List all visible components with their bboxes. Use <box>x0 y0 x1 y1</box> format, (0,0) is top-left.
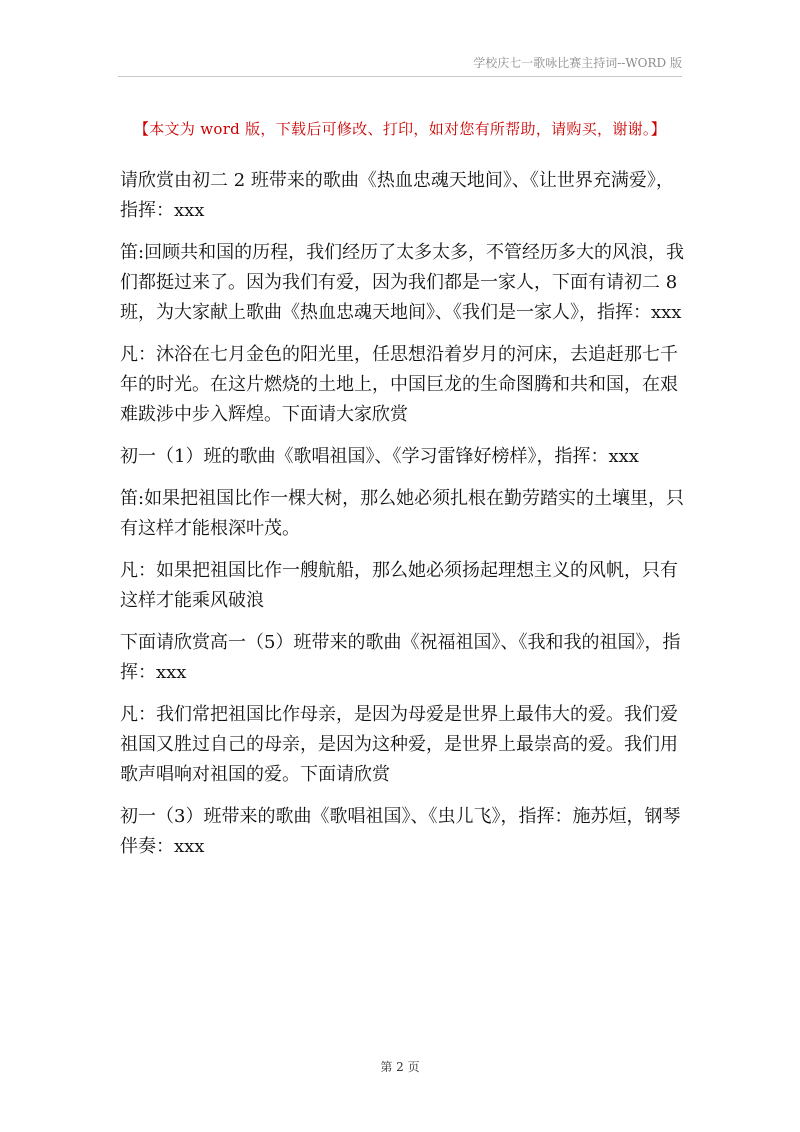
paragraph: 初一（3）班带来的歌曲《歌唱祖国》、《虫儿飞》，指挥：施苏烜，钢琴伴奏：xxx <box>120 806 681 857</box>
red-notice: 【本文为 word 版，下载后可修改、打印，如对您有所帮助，请购买，谢谢。】 <box>133 120 667 138</box>
paragraph: 笛:如果把祖国比作一棵大树，那么她必须扎根在勤劳踏实的土壤里，只有这样才能根深叶茂。 <box>120 488 685 539</box>
paragraph: 请欣赏由初二 2 班带来的歌曲《热血忠魂天地间》、《让世界充满爱》，指挥：xxx <box>120 170 674 221</box>
paragraph: 初一（1）班的歌曲《歌唱祖国》、《学习雷锋好榜样》，指挥：xxx <box>120 446 639 467</box>
paragraph: 下面请欣赏高一（5）班带来的歌曲《祝福祖国》、《我和我的祖国》，指挥：xxx <box>120 632 681 683</box>
paragraph: 凡：我们常把祖国比作母亲，是因为母爱是世界上最伟大的爱。我们爱祖国又胜过自己的母亲，是因为这种爱，是世界上最崇高的爱。我们用歌声唱响对祖国的爱。下面请欣赏 <box>120 704 678 785</box>
page-number: 第 2 页 <box>380 1060 420 1074</box>
document-body <box>120 166 686 874</box>
paragraph: 凡：如果把祖国比作一艘航船，那么她必须扬起理想主义的风帆，只有这样才能乘风破浪 <box>120 560 678 611</box>
paragraph: 凡：沐浴在七月金色的阳光里，任思想沿着岁月的河床，去追赶那七千年的时光。在这片燃烧的土地上，中国巨龙的生命图腾和共和国，在艰难跋涉中步入辉煌。下面请大家欣赏 <box>120 344 678 425</box>
paragraph: 笛:回顾共和国的历程，我们经历了太多太多，不管经历多大的风浪，我们都挺过来了。因为我们有爱，因为我们都是一家人，下面有请初二 8 班，为大家献上歌曲《热血忠魂天地间》、《我们是一家人》，指挥：xxx <box>120 242 685 323</box>
running-header: 学校庆七一歌咏比赛主持词--WORD 版 <box>473 56 682 70</box>
header-divider <box>118 76 682 77</box>
